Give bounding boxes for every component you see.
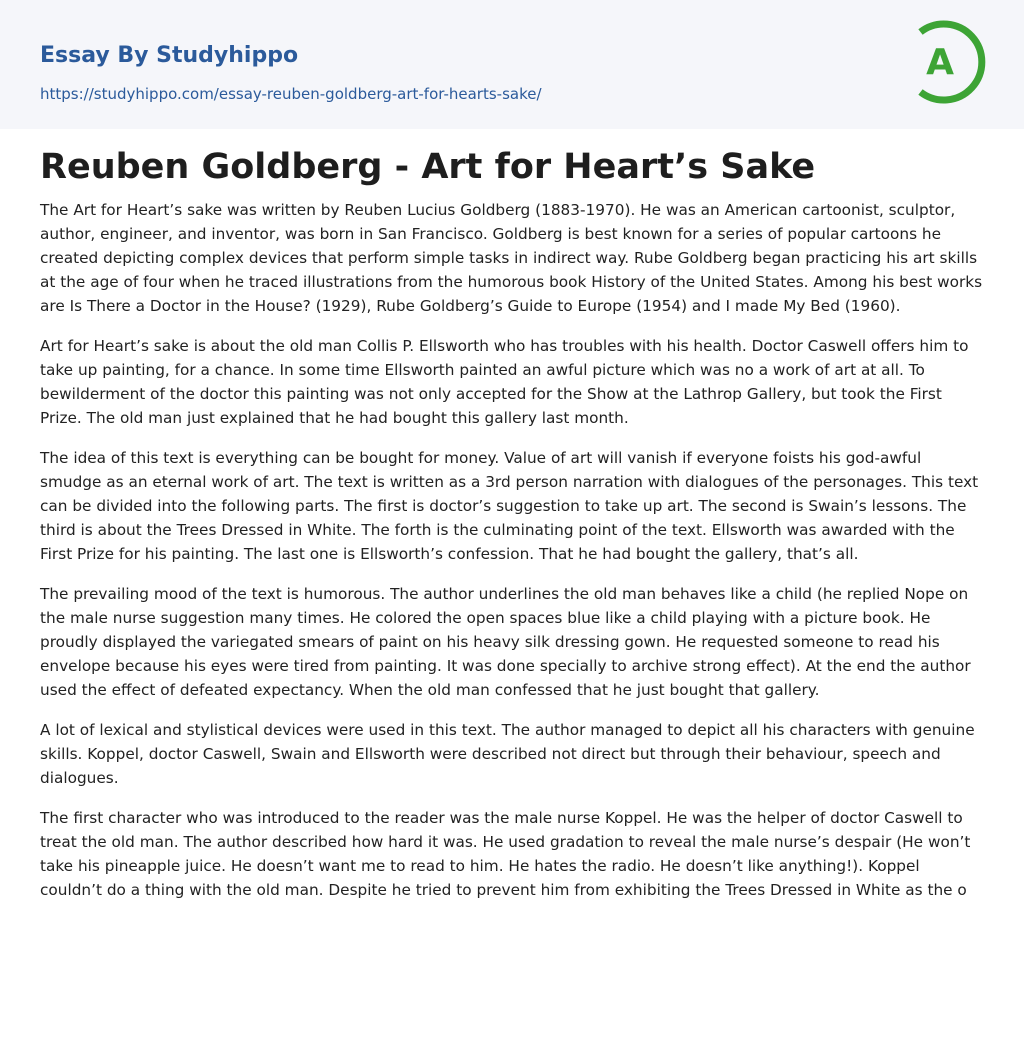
logo-letter: A <box>926 42 954 83</box>
essay-paragraph: Art for Heart’s sake is about the old man Collis P. Ellsworth who has troubles with his health. Doctor Caswell offers him to take up painting, for a chance. In some time Ellsworth painted an awful picture which was no a work of art at all. To bewilderment of the doctor this painting was not only accepted for the Show at the Lathrop Gallery, but took the First Prize. The old man just explained that he had bought this gallery last month. <box>40 337 969 427</box>
essay-paragraph: The prevailing mood of the text is humorous. The author underlines the old man behaves like a child (he replied Nope on the male nurse suggestion many times. He colored the open spaces blue like a child playing with a picture book. He proudly displayed the variegated smears of paint on his heavy silk dressing gown. He requested someone to read his envelope because his eyes were tired from painting. It was done specially to archive strong effect). At the end the author used the effect of defeated expectancy. When the old man confessed that he just bought that gallery. <box>40 585 971 699</box>
site-title[interactable]: Essay By Studyhippo <box>40 43 299 68</box>
source-url-link[interactable]: https://studyhippo.com/essay-reuben-goldberg-art-for-hearts-sake/ <box>40 85 542 103</box>
essay-paragraph: The idea of this text is everything can be bought for money. Value of art will vanish if everyone foists his god-awful smudge as an eternal work of art. The text is written as a 3rd person narration with dialogues of the personages. This text can be divided into the following parts. The first is doctor’s suggestion to take up art. The second is Swain’s lessons. The third is about the Trees Dressed in White. The forth is the culminating point of the text. Ellsworth was awarded with the First Prize for his painting. The last one is Ellsworth’s confession. That he had bought the gallery, that’s all. <box>40 449 979 563</box>
site-header <box>0 0 1024 129</box>
essay-content <box>40 140 986 918</box>
essay-paragraph: The Art for Heart’s sake was written by Reuben Lucius Goldberg (1883-1970). He was an American cartoonist, sculptor, author, engineer, and inventor, was born in San Francisco. Goldberg is best known for a series of popular cartoons he created depicting complex devices that perform simple tasks in indirect way. Rube Goldberg began practicing his art skills at the age of four when he traced illustrations from the humorous book History of the United States. Among his best works are Is There a Doctor in the House? (1929), Rube Goldberg’s Guide to Europe (1954) and I made My Bed (1960). <box>40 201 983 315</box>
essay-paragraph: The first character who was introduced to the reader was the male nurse Koppel. He was the helper of doctor Caswell to treat the old man. The author described how hard it was. He used gradation to reveal the male nurse’s despair (He won’t take his pineapple juice. He doesn’t want me to read to him. He hates the radio. He doesn’t like anything!). Koppel couldn’t do a thing with the old man. Despite he tried to prevent him from exhibiting the Trees Dressed in White as the o <box>40 809 971 899</box>
studyhippo-logo-icon[interactable] <box>912 19 986 105</box>
essay-paragraph: A lot of lexical and stylistical devices were used in this text. The author managed to depict all his characters with genuine skills. Koppel, doctor Caswell, Swain and Ellsworth were described not direct but through their behaviour, speech and dialogues. <box>40 721 975 787</box>
essay-title: Reuben Goldberg - Art for Heart’s Sake <box>40 147 816 187</box>
